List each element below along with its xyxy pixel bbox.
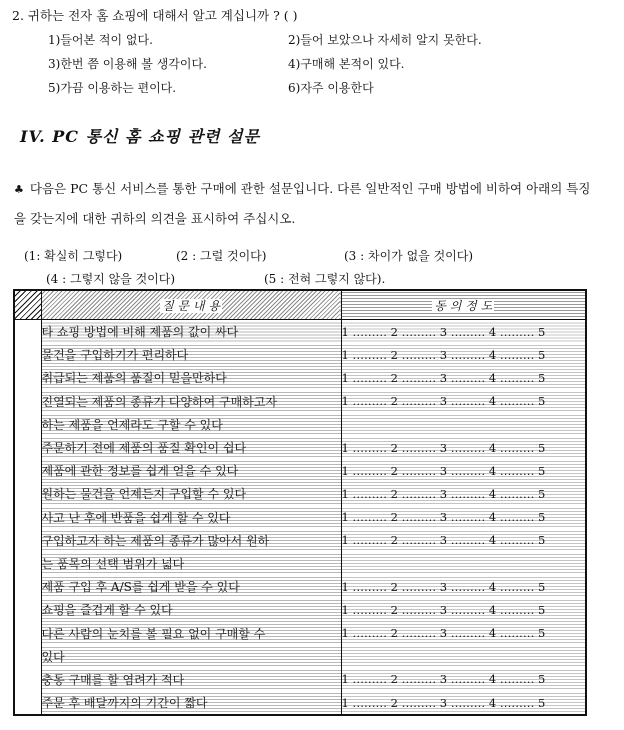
option-2: 2)들어 보았으나 자세히 알지 못한다.: [288, 33, 482, 47]
question-item: 물건을 구입하기가 편리하다: [41, 343, 341, 366]
scale-legend-5: (5 : 전혀 그렇지 않다).: [264, 272, 386, 286]
question-item: 는 품목의 선택 범위가 넓다: [41, 552, 341, 575]
option-5: 5)가끔 이용하는 편이다.: [48, 81, 177, 95]
hatched-corner: [14, 290, 41, 320]
option-3: 3)한번 쯤 이용해 볼 생각이다.: [48, 57, 207, 71]
agreement-scale[interactable]: 1 ……… 2 ……… 3 ……… 4 ……… 5: [341, 390, 586, 413]
question-item: 취급되는 제품의 품질이 믿을만하다: [41, 366, 341, 389]
question-item: 타 쇼핑 방법에 비해 제품의 값이 싸다: [41, 320, 341, 344]
intro-text: 다음은 PC 통신 서비스를 통한 구매에 관한 설문입니다. 다른 일반적인 구매 방법에 비하여 아래의 특징을 갖는지에 대한 귀하의 의견을 표시하여 주십시오.: [14, 181, 591, 226]
agreement-scale[interactable]: 1 ……… 2 ……… 3 ……… 4 ……… 5: [341, 621, 586, 644]
question-item: 하는 제품을 언제라도 구할 수 있다: [41, 413, 341, 436]
scale-legend-3: (3 : 차이가 없을 것이다): [344, 249, 474, 263]
agreement-scale[interactable]: 1 ……… 2 ……… 3 ……… 4 ……… 5: [341, 320, 586, 344]
row-gutter: [14, 459, 41, 482]
table-row: [14, 668, 586, 691]
row-gutter: [14, 482, 41, 505]
option-6: 6)자주 이용한다: [288, 81, 374, 95]
table-row: [14, 645, 586, 668]
table-row: [14, 413, 586, 436]
option-4: 4)구매해 본적이 있다.: [288, 57, 405, 71]
question-2: 2. 귀하는 전자 홈 쇼핑에 대해서 알고 계십니까 ? ( ): [12, 8, 298, 23]
table-row: [14, 343, 586, 366]
row-gutter: [14, 506, 41, 529]
row-gutter: [14, 575, 41, 598]
header-question: 질 문 내 용: [41, 290, 341, 320]
table-row: [14, 320, 586, 344]
row-gutter: [14, 645, 41, 668]
table-row: [14, 621, 586, 644]
section-title: IV. PC 통신 홈 쇼핑 관련 설문: [20, 127, 260, 146]
question-item: 충동 구매를 할 염려가 적다: [41, 668, 341, 691]
table-row: [14, 459, 586, 482]
row-gutter: [14, 436, 41, 459]
row-gutter: [14, 413, 41, 436]
agreement-scale[interactable]: 1 ……… 2 ……… 3 ……… 4 ……… 5: [341, 575, 586, 598]
intro-paragraph: [14, 174, 594, 233]
agreement-scale[interactable]: 1 ……… 2 ……… 3 ……… 4 ……… 5: [341, 459, 586, 482]
row-gutter: [14, 390, 41, 413]
question-item: 원하는 물건을 언제든지 구입할 수 있다: [41, 482, 341, 505]
agreement-scale[interactable]: [341, 413, 586, 436]
agreement-scale[interactable]: 1 ……… 2 ……… 3 ……… 4 ……… 5: [341, 343, 586, 366]
table-row: [14, 575, 586, 598]
table-row: [14, 436, 586, 459]
row-gutter: [14, 343, 41, 366]
row-gutter: [14, 691, 41, 715]
question-item: 다른 사람의 눈치를 볼 필요 없이 구매할 수: [41, 621, 341, 644]
row-gutter: [14, 552, 41, 575]
table-row: [14, 506, 586, 529]
question-item: 주문하기 전에 제품의 품질 확인이 쉽다: [41, 436, 341, 459]
agreement-scale[interactable]: [341, 552, 586, 575]
table-row: [14, 390, 586, 413]
scale-legend-4: (4 : 그렇지 않을 것이다): [46, 272, 176, 286]
agreement-scale[interactable]: 1 ……… 2 ……… 3 ……… 4 ……… 5: [341, 529, 586, 552]
question-item: 제품 구입 후 A/S를 쉽게 받을 수 있다: [41, 575, 341, 598]
agreement-scale[interactable]: 1 ……… 2 ……… 3 ……… 4 ……… 5: [341, 436, 586, 459]
agreement-scale[interactable]: 1 ……… 2 ……… 3 ……… 4 ……… 5: [341, 691, 586, 715]
header-agreement: 동 의 정 도: [341, 290, 586, 320]
table-row: [14, 552, 586, 575]
question-item: 있다: [41, 645, 341, 668]
question-item: 제품에 관한 정보를 쉽게 얻을 수 있다: [41, 459, 341, 482]
scale-legend-1: (1: 확실히 그렇다): [24, 249, 123, 263]
row-gutter: [14, 598, 41, 621]
question-item: 사고 난 후에 반품을 쉽게 할 수 있다: [41, 506, 341, 529]
agreement-scale[interactable]: 1 ……… 2 ……… 3 ……… 4 ……… 5: [341, 506, 586, 529]
table-row: [14, 691, 586, 715]
question-item: 쇼핑을 즐겁게 할 수 있다: [41, 598, 341, 621]
scale-legend-2: (2 : 그럴 것이다): [176, 249, 267, 263]
survey-table: [13, 289, 587, 716]
row-gutter: [14, 529, 41, 552]
agreement-scale[interactable]: [341, 645, 586, 668]
agreement-scale[interactable]: 1 ……… 2 ……… 3 ……… 4 ……… 5: [341, 366, 586, 389]
table-row: [14, 482, 586, 505]
question-item: 주문 후 배달까지의 기간이 짧다: [41, 691, 341, 715]
table-row: [14, 366, 586, 389]
question-item: 진열되는 제품의 종류가 다양하여 구매하고자: [41, 390, 341, 413]
club-bullet-icon: ♣: [14, 183, 24, 196]
row-gutter: [14, 320, 41, 344]
row-gutter: [14, 621, 41, 644]
agreement-scale[interactable]: 1 ……… 2 ……… 3 ……… 4 ……… 5: [341, 482, 586, 505]
agreement-scale[interactable]: 1 ……… 2 ……… 3 ……… 4 ……… 5: [341, 598, 586, 621]
table-row: [14, 529, 586, 552]
table-row: [14, 598, 586, 621]
option-1: 1)들어본 적이 없다.: [48, 33, 153, 47]
row-gutter: [14, 668, 41, 691]
agreement-scale[interactable]: 1 ……… 2 ……… 3 ……… 4 ……… 5: [341, 668, 586, 691]
question-item: 구입하고자 하는 제품의 종류가 많아서 원하: [41, 529, 341, 552]
row-gutter: [14, 366, 41, 389]
